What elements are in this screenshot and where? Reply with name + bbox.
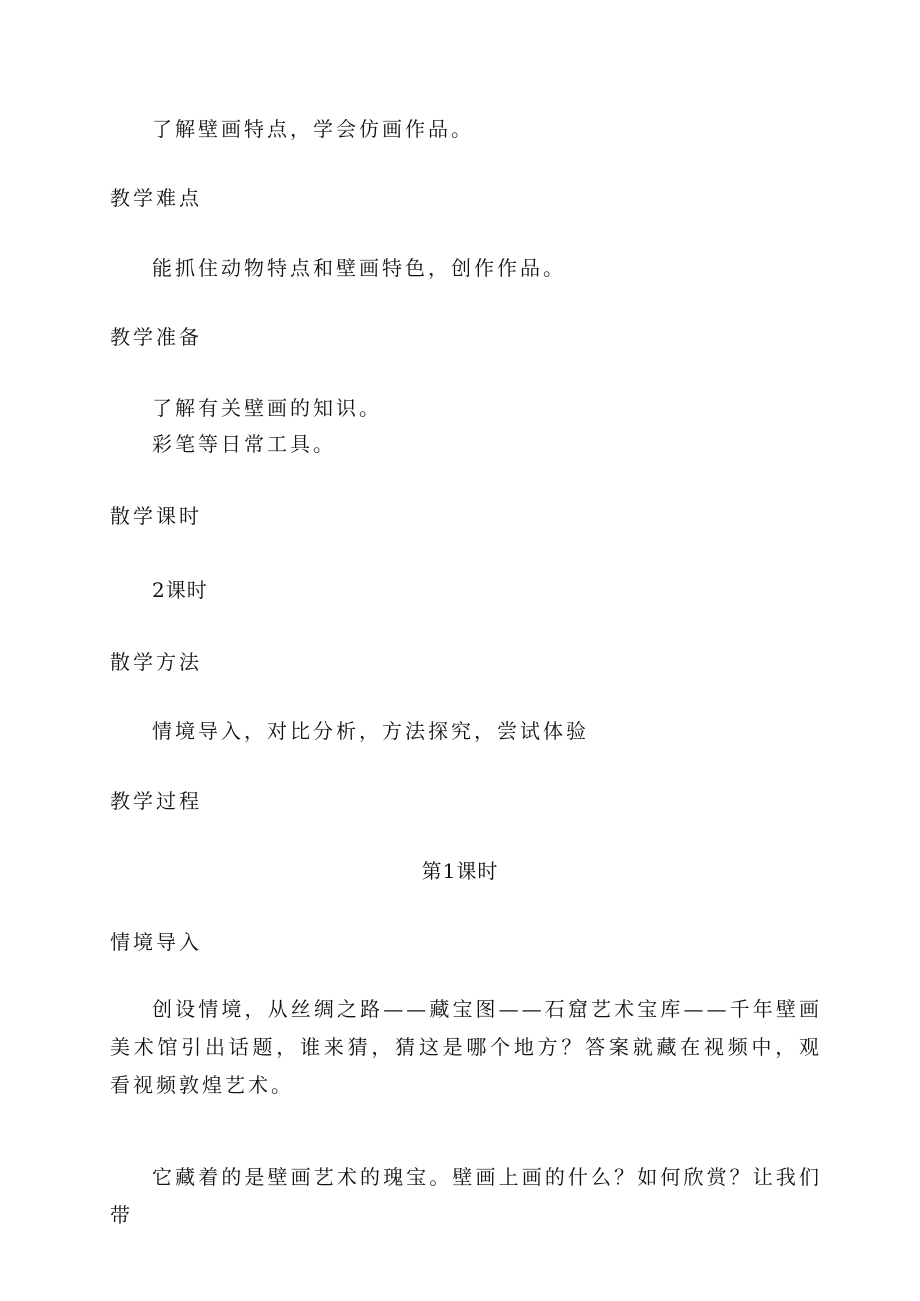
preparation-heading: 教学准备 <box>110 325 202 349</box>
lesson-title: 第1课时 <box>421 859 499 883</box>
intro-heading: 情境导入 <box>110 930 202 954</box>
process-heading: 教学过程 <box>110 789 202 813</box>
hours-text: 2课时 <box>152 578 208 602</box>
intro-paragraph: 它藏着的是壁画艺术的瑰宝。壁画上画的什么？如何欣赏？让我们带 <box>110 1165 822 1227</box>
preparation-item: 彩笔等日常工具。 <box>152 432 336 456</box>
teaching-focus-text: 了解壁画特点，学会仿画作品。 <box>152 117 474 141</box>
difficulty-heading: 教学难点 <box>110 186 202 210</box>
preparation-item: 了解有关壁画的知识。 <box>152 396 382 420</box>
intro-paragraph: 创设情境，从丝绸之路——藏宝图——石窟艺术宝库——千年壁画美术馆引出话题，谁来猜，猜这是哪个地方？答案就藏在视频中，观看视频敦煌艺术。 <box>110 997 822 1097</box>
methods-text: 情境导入，对比分析，方法探究，尝试体验 <box>152 719 589 743</box>
hours-heading: 散学课时 <box>110 504 202 528</box>
methods-heading: 散学方法 <box>110 650 202 674</box>
difficulty-text: 能抓住动物特点和壁画特色，创作作品。 <box>152 256 566 280</box>
